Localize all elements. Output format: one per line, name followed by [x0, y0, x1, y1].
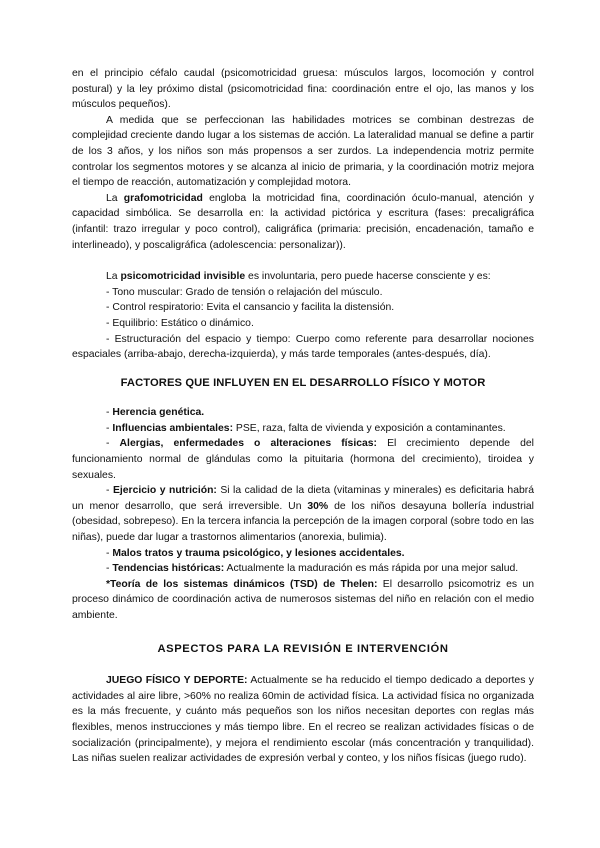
teoria-text: El desarrollo psicomotriz es un proceso dinámico de coordinación activa de numerosos sistemas del niño en relación con el medio ambiente.	[72, 578, 534, 621]
percentage-value: 30%	[307, 500, 329, 512]
grafomotricidad-term: grafomotricidad	[123, 192, 203, 204]
dash: -	[106, 485, 113, 497]
factor-label: Herencia genética.	[112, 407, 205, 419]
factor-text: PSE, raza, falta de vivienda y exposición a contaminantes.	[233, 422, 506, 434]
p3-body: engloba la motricidad fina, coordinación óculo-manual, atención y capacidad simbólica. Se desarrolla en: la actividad pictórica y escritura (fases: precaligráfica (infantil: trazo irregular y poco control), caligráfica (primaria: precisión, encadenación, tamaño e interlineado), y poscaligráfica (adolescencia: personalizar)).	[72, 192, 534, 251]
p4-body: es involuntaria, pero puede hacerse consciente y es:	[245, 271, 491, 283]
factor-ejercicio	[72, 483, 534, 545]
section-title-aspectos: ASPECTOS PARA LA REVISIÓN E INTERVENCIÓN	[157, 642, 449, 655]
factor-label: Alergias, enfermedades o alteraciones físicas:	[119, 438, 377, 450]
section-title-factores: FACTORES QUE INFLUYEN EN EL DESARROLLO FÍSICO Y MOTOR	[120, 376, 486, 389]
list-item: - Equilibrio: Estático o dinámico.	[106, 317, 254, 329]
intro-paragraph-3	[72, 191, 534, 253]
juego-fisico-text: Actualmente se ha reducido el tiempo dedicado a deportes y actividades al aire libre, >60% no realiza 60min de actividad física. La actividad física no organizada es la más frecuente, y cuánto más pequeños son los niños necesitan deportes con reglas más flexibles, menos instrucciones y más tiempo libre. En el recreo se realizan actividades físicas o de socialización (principalmente), y mejora el rendimiento escolar (más concentración y tranquilidad). Las niñas suelen realizar actividades de expresión verbal y conteo, y los niños físicas (juego rudo).	[72, 675, 534, 765]
factor-text: Si la calidad de la dieta (vitaminas y minerales) es deficitaria habrá un menor desarrollo, que será irreversible. Un	[72, 485, 534, 512]
factor-alergias	[72, 436, 534, 483]
factor-malos-tratos	[72, 546, 534, 562]
teoria-thelen	[72, 577, 534, 624]
factor-influencias	[72, 421, 534, 437]
juego-fisico-label: JUEGO FÍSICO Y DEPORTE:	[106, 675, 248, 687]
factor-label: Influencias ambientales:	[112, 422, 234, 434]
intro-paragraph-1: en el principio céfalo caudal (psicomotricidad gruesa: músculos largos, locomoción y control postural) y la ley próximo distal (psicomotricidad fina: coordinación entre el ojo, las manos y los músculos pequeños).	[72, 68, 534, 111]
teoria-label: *Teoría de los sistemas dinámicos (TSD) de Thelen:	[106, 578, 378, 590]
factor-label: Malos tratos y trauma psicológico, y lesiones accidentales.	[112, 547, 405, 559]
psicomotricidad-invisible-term: psicomotricidad invisible	[120, 271, 246, 283]
juego-fisico-paragraph	[72, 673, 534, 767]
document-page	[72, 66, 534, 767]
intro-paragraph-2: A medida que se perfeccionan las habilidades motrices se combinan destrezas de complejidad creciente dando lugar a los sistemas de acción. La lateralidad manual se define a partir de los 3 años, y los niños son más propensos a ser zurdos. La independencia motriz permite controlar los segmentos motores y se alcanza al inicio de primaria, y la coordinación motriz mejora el tiempo de reacción, automatización y complejidad motora.	[72, 114, 534, 189]
factor-text: El crecimiento depende del funcionamiento normal de glándulas como la pituitaria (hormona del crecimiento), tiroidea y sexuales.	[72, 438, 534, 481]
factor-text: Actualmente la maduración es más rápida por una mejor salud.	[224, 563, 519, 575]
dash: -	[106, 438, 120, 450]
factor-text-continued: de los niños desayuna bollería industrial (obesidad, sobrepeso). En la tercera infancia la percepción de la imagen corporal (sobre todo en las niñas), puede dar lugar a trastornos alimentarios (anorexia, bulimia).	[72, 500, 534, 544]
list-item: - Tono muscular: Grado de tensión o relajación del músculo.	[106, 286, 383, 298]
dash: -	[106, 563, 113, 575]
list-item: - Control respiratorio: Evita el cansancio y facilita la distensión.	[106, 302, 395, 314]
p3-prefix: La	[106, 192, 124, 204]
factor-label: Tendencias históricas:	[112, 563, 225, 575]
factor-tendencias	[72, 561, 534, 577]
dash: -	[106, 547, 113, 559]
p4-prefix: La	[106, 271, 121, 283]
dash: -	[106, 407, 113, 419]
intro-paragraph-4	[72, 269, 534, 285]
list-item: - Estructuración del espacio y tiempo: Cuerpo como referente para desarrollar nociones espaciales (arriba-abajo, derecha-izquierda), y más tarde temporales (antes-después, día).	[72, 333, 534, 361]
factor-herencia	[72, 405, 534, 421]
dash: -	[106, 422, 113, 434]
factor-label: Ejercicio y nutrición:	[112, 485, 217, 497]
